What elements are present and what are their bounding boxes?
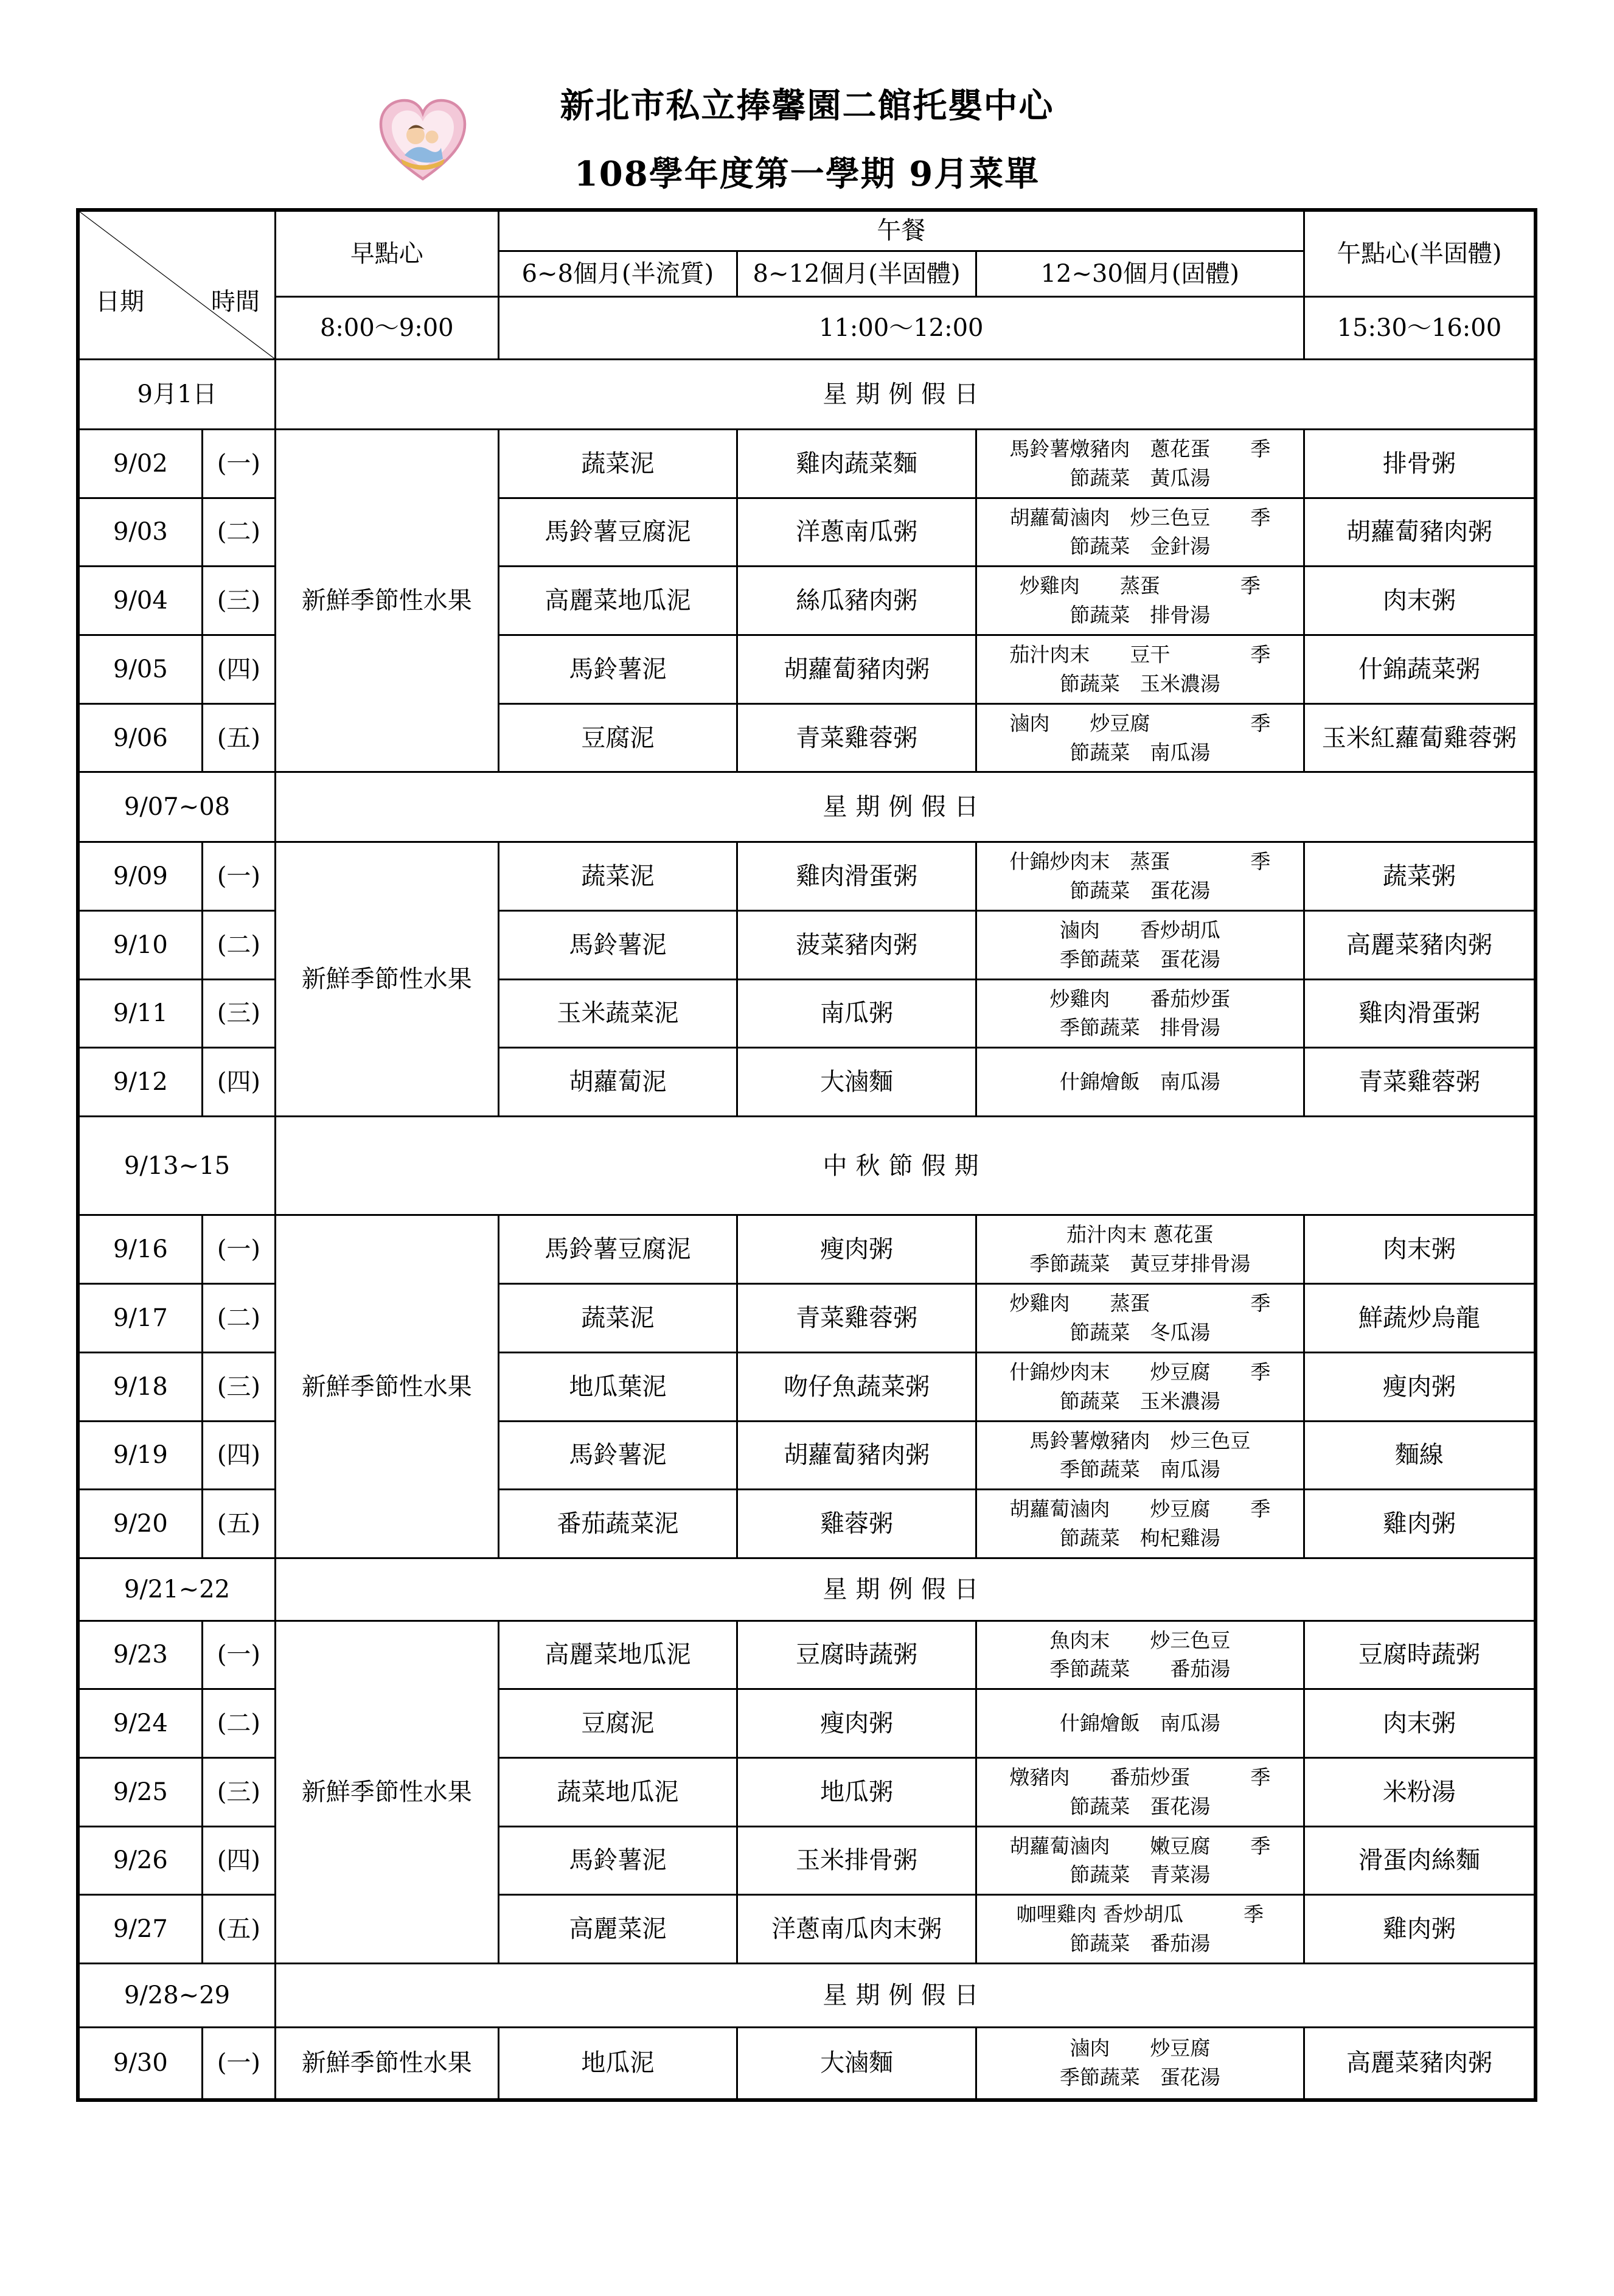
afternoon-cell: 豆腐時蔬粥: [1304, 1621, 1536, 1689]
lunch-6-8-cell: 馬鈴薯泥: [498, 1421, 737, 1490]
lunch-12-30-line-2: 節蔬菜 玉米濃湯: [1059, 1389, 1220, 1413]
day-weekday: (三): [202, 567, 275, 635]
day-date: 9/16: [78, 1215, 202, 1284]
lunch-6-8-cell: 胡蘿蔔泥: [498, 1048, 737, 1117]
lunch-12-30-line-1: 燉豬肉 番茄炒蛋 季: [1009, 1765, 1271, 1789]
day-weekday: (二): [202, 910, 275, 979]
holiday-date: 9/28~29: [78, 1964, 276, 2028]
lunch-12-30-line-2: 季節蔬菜 排骨湯: [1059, 1016, 1220, 1040]
day-date: 9/25: [78, 1757, 202, 1826]
lunch-12-30-line-2: 季節蔬菜 蛋花湯: [1059, 2065, 1220, 2090]
day-weekday: (二): [202, 1284, 275, 1353]
lunch-8-12-cell: 胡蘿蔔豬肉粥: [737, 1421, 976, 1490]
lunch-6-8-cell: 馬鈴薯泥: [498, 635, 737, 704]
afternoon-cell: 什錦蔬菜粥: [1304, 635, 1536, 704]
holiday-row: [78, 360, 1536, 430]
lunch-12-30-line-1: 滷肉 炒豆腐 季: [1009, 711, 1271, 735]
breakfast-fruit-cell: 新鮮季節性水果: [276, 842, 499, 1117]
lunch-8-12-cell: 胡蘿蔔豬肉粥: [737, 635, 976, 704]
date-time-corner-cell: [78, 210, 276, 360]
lunch-12-30-cell: [976, 567, 1304, 635]
lunch-12-30-cell: [976, 910, 1304, 979]
holiday-date: 9/07~08: [78, 772, 276, 842]
lunch-8-12-cell: 吻仔魚蔬菜粥: [737, 1352, 976, 1421]
afternoon-cell: 米粉湯: [1304, 1757, 1536, 1826]
holiday-row: [78, 1116, 1536, 1215]
day-weekday: (二): [202, 1689, 275, 1758]
lunch-12-30-line-1: 什錦炒肉末 炒豆腐 季: [1009, 1359, 1271, 1384]
lunch-12-30-line-1: 胡蘿蔔滷肉 嫩豆腐 季: [1009, 1834, 1271, 1858]
lunch-6-8-months-header: 6~8個月(半流質): [498, 251, 737, 296]
lunch-12-30-line-2: 季節蔬菜 黃豆芽排骨湯: [1029, 1252, 1251, 1276]
lunch-12-30-line-2: 節蔬菜 南瓜湯: [1070, 740, 1211, 764]
page-subtitle: 108學年度第一學期 9月菜單: [574, 154, 1040, 194]
lunch-6-8-cell: 馬鈴薯泥: [498, 1826, 737, 1895]
day-weekday: (二): [202, 498, 275, 567]
table-row: [78, 842, 1536, 911]
lunch-6-8-cell: 馬鈴薯豆腐泥: [498, 498, 737, 567]
lunch-8-12-cell: 雞肉滑蛋粥: [737, 842, 976, 911]
lunch-12-30-cell: [976, 1895, 1304, 1964]
breakfast-fruit-cell: 新鮮季節性水果: [276, 429, 499, 772]
table-row: [78, 1621, 1536, 1689]
holiday-date: 9/13~15: [78, 1116, 276, 1215]
lunch-12-30-cell: [976, 1352, 1304, 1421]
lunch-8-12-cell: 洋蔥南瓜肉末粥: [737, 1895, 976, 1964]
lunch-12-30-line-2: 季節蔬菜 南瓜湯: [1059, 1457, 1220, 1482]
day-date: 9/10: [78, 910, 202, 979]
day-weekday: (五): [202, 703, 275, 772]
lunch-8-12-cell: 青菜雞蓉粥: [737, 1284, 976, 1353]
afternoon-cell: 胡蘿蔔豬肉粥: [1304, 498, 1536, 567]
lunch-6-8-cell: 高麗菜地瓜泥: [498, 567, 737, 635]
day-date: 9/27: [78, 1895, 202, 1964]
day-weekday: (五): [202, 1895, 275, 1964]
lunch-12-30-cell: [976, 635, 1304, 704]
lunch-time: 11:00～12:00: [498, 296, 1304, 360]
lunch-12-30-line-2: 節蔬菜 番茄湯: [1070, 1931, 1211, 1956]
holiday-label: 星期例假日: [276, 360, 1536, 430]
menu-table: [76, 208, 1537, 2102]
time-column-label: 時間: [211, 288, 260, 316]
day-date: 9/09: [78, 842, 202, 911]
day-weekday: (三): [202, 1352, 275, 1421]
afternoon-cell: 玉米紅蘿蔔雞蓉粥: [1304, 703, 1536, 772]
lunch-12-30-cell: [976, 429, 1304, 498]
breakfast-time: 8:00～9:00: [276, 296, 499, 360]
lunch-8-12-cell: 玉米排骨粥: [737, 1826, 976, 1895]
lunch-6-8-cell: 地瓜泥: [498, 2027, 737, 2100]
day-date: 9/26: [78, 1826, 202, 1895]
lunch-12-30-line-2: 季節蔬菜 蛋花湯: [1059, 947, 1220, 971]
lunch-12-30-line-1: 咖哩雞肉 香炒胡瓜 季: [1016, 1902, 1264, 1927]
lunch-8-12-cell: 雞肉蔬菜麵: [737, 429, 976, 498]
lunch-12-30-cell: [976, 498, 1304, 567]
afternoon-cell: 肉末粥: [1304, 567, 1536, 635]
table-header-row: [78, 210, 1536, 251]
lunch-8-12-cell: 豆腐時蔬粥: [737, 1621, 976, 1689]
afternoon-cell: 蔬菜粥: [1304, 842, 1536, 911]
lunch-12-30-cell: [976, 1421, 1304, 1490]
lunch-12-30-line-1: 炒雞肉 番茄炒蛋: [1049, 986, 1231, 1011]
day-weekday: (一): [202, 842, 275, 911]
afternoon-cell: 鮮蔬炒烏龍: [1304, 1284, 1536, 1353]
lunch-6-8-cell: 豆腐泥: [498, 1689, 737, 1758]
lunch-12-30-cell: [976, 1048, 1304, 1117]
lunch-12-30-line-2: 節蔬菜 玉米濃湯: [1059, 671, 1220, 696]
holiday-label: 星期例假日: [276, 772, 1536, 842]
afternoon-cell: 高麗菜豬肉粥: [1304, 2027, 1536, 2100]
day-weekday: (四): [202, 1826, 275, 1895]
lunch-12-30-line-1: 茄汁肉末 蔥花蛋: [1066, 1223, 1214, 1247]
table-row: [78, 429, 1536, 498]
lunch-12-30-cell: [976, 1757, 1304, 1826]
lunch-6-8-cell: 蔬菜泥: [498, 842, 737, 911]
afternoon-cell: 雞肉粥: [1304, 1895, 1536, 1964]
table-row: [78, 1215, 1536, 1284]
lunch-12-30-line-2: 節蔬菜 枸杞雞湯: [1059, 1526, 1220, 1551]
lunch-12-30-line-1: 馬鈴薯燉豬肉 蔥花蛋 季: [1009, 436, 1271, 461]
lunch-6-8-cell: 玉米蔬菜泥: [498, 979, 737, 1048]
afternoon-cell: 青菜雞蓉粥: [1304, 1048, 1536, 1117]
afternoon-cell: 雞肉粥: [1304, 1490, 1536, 1558]
afternoon-cell: 肉末粥: [1304, 1215, 1536, 1284]
day-weekday: (五): [202, 1490, 275, 1558]
day-date: 9/03: [78, 498, 202, 567]
lunch-6-8-cell: 馬鈴薯豆腐泥: [498, 1215, 737, 1284]
lunch-12-30-line-2: 節蔬菜 蛋花湯: [1070, 1794, 1211, 1818]
breakfast-fruit-cell: 新鮮季節性水果: [276, 2027, 499, 2100]
day-date: 9/19: [78, 1421, 202, 1490]
holiday-label: 中秋節假期: [276, 1116, 1536, 1215]
day-date: 9/20: [78, 1490, 202, 1558]
lunch-6-8-cell: 高麗菜泥: [498, 1895, 737, 1964]
holiday-row: [78, 1964, 1536, 2028]
lunch-12-30-line-1: 魚肉末 炒三色豆: [1049, 1628, 1231, 1652]
lunch-6-8-cell: 蔬菜泥: [498, 429, 737, 498]
lunch-6-8-cell: 番茄蔬菜泥: [498, 1490, 737, 1558]
lunch-12-30-line-2: 季節蔬菜 番茄湯: [1049, 1657, 1231, 1681]
afternoon-cell: 雞肉滑蛋粥: [1304, 979, 1536, 1048]
holiday-label: 星期例假日: [276, 1964, 1536, 2028]
lunch-12-30-months-header: 12~30個月(固體): [976, 251, 1304, 296]
day-weekday: (三): [202, 979, 275, 1048]
lunch-12-30-line-1: 什錦燴飯 南瓜湯: [1059, 1070, 1220, 1094]
lunch-12-30-cell: [976, 1621, 1304, 1689]
holiday-date: 9/21~22: [78, 1558, 276, 1621]
day-date: 9/05: [78, 635, 202, 704]
lunch-header: 午餐: [498, 210, 1304, 251]
lunch-12-30-cell: [976, 2027, 1304, 2100]
afternoon-cell: 麵線: [1304, 1421, 1536, 1490]
breakfast-fruit-cell: 新鮮季節性水果: [276, 1621, 499, 1964]
lunch-6-8-cell: 蔬菜泥: [498, 1284, 737, 1353]
day-date: 9/18: [78, 1352, 202, 1421]
lunch-12-30-line-2: 節蔬菜 排骨湯: [1070, 603, 1211, 627]
afternoon-snack-header: 午點心(半固體): [1304, 210, 1536, 296]
lunch-12-30-line-2: 節蔬菜 黃瓜湯: [1070, 466, 1211, 490]
lunch-12-30-line-2: 節蔬菜 冬瓜湯: [1070, 1320, 1211, 1344]
day-weekday: (一): [202, 1215, 275, 1284]
lunch-6-8-cell: 地瓜葉泥: [498, 1352, 737, 1421]
day-date: 9/24: [78, 1689, 202, 1758]
afternoon-cell: 高麗菜豬肉粥: [1304, 910, 1536, 979]
page-title: 新北市私立捧馨園二館托嬰中心: [560, 86, 1054, 126]
lunch-12-30-line-2: 節蔬菜 青菜湯: [1070, 1863, 1211, 1887]
lunch-8-12-cell: 南瓜粥: [737, 979, 976, 1048]
lunch-12-30-cell: [976, 1215, 1304, 1284]
date-column-label: 日期: [96, 288, 144, 316]
day-weekday: (四): [202, 1421, 275, 1490]
lunch-12-30-cell: [976, 842, 1304, 911]
lunch-6-8-cell: 馬鈴薯泥: [498, 910, 737, 979]
lunch-12-30-line-1: 茄汁肉末 豆干 季: [1009, 643, 1271, 667]
day-date: 9/30: [78, 2027, 202, 2100]
breakfast-fruit-cell: 新鮮季節性水果: [276, 1215, 499, 1558]
lunch-12-30-cell: [976, 703, 1304, 772]
lunch-12-30-line-1: 胡蘿蔔滷肉 炒三色豆 季: [1009, 505, 1271, 529]
day-weekday: (三): [202, 1757, 275, 1826]
lunch-12-30-line-2: 節蔬菜 金針湯: [1070, 534, 1211, 559]
day-date: 9/12: [78, 1048, 202, 1117]
table-header-row: [78, 296, 1536, 360]
lunch-12-30-line-1: 馬鈴薯燉豬肉 炒三色豆: [1029, 1428, 1251, 1453]
lunch-8-12-cell: 絲瓜豬肉粥: [737, 567, 976, 635]
lunch-12-30-line-1: 炒雞肉 蒸蛋 季: [1019, 574, 1261, 598]
lunch-6-8-cell: 高麗菜地瓜泥: [498, 1621, 737, 1689]
afternoon-cell: 排骨粥: [1304, 429, 1536, 498]
afternoon-cell: 滑蛋肉絲麵: [1304, 1826, 1536, 1895]
lunch-8-12-cell: 大滷麵: [737, 2027, 976, 2100]
lunch-6-8-cell: 蔬菜地瓜泥: [498, 1757, 737, 1826]
lunch-12-30-line-1: 胡蘿蔔滷肉 炒豆腐 季: [1009, 1497, 1271, 1521]
day-date: 9/06: [78, 703, 202, 772]
afternoon-cell: 肉末粥: [1304, 1689, 1536, 1758]
lunch-12-30-line-1: 滷肉 香炒胡瓜: [1059, 918, 1220, 942]
lunch-12-30-cell: [976, 1689, 1304, 1758]
lunch-8-12-cell: 瘦肉粥: [737, 1689, 976, 1758]
lunch-8-12-cell: 瘦肉粥: [737, 1215, 976, 1284]
lunch-12-30-cell: [976, 1826, 1304, 1895]
afternoon-cell: 瘦肉粥: [1304, 1352, 1536, 1421]
lunch-12-30-cell: [976, 1490, 1304, 1558]
holiday-date: 9月1日: [78, 360, 276, 430]
lunch-12-30-line-2: 節蔬菜 蛋花湯: [1070, 879, 1211, 903]
lunch-8-12-cell: 菠菜豬肉粥: [737, 910, 976, 979]
table-row: [78, 2027, 1536, 2100]
day-date: 9/23: [78, 1621, 202, 1689]
lunch-8-12-cell: 地瓜粥: [737, 1757, 976, 1826]
page-header: [0, 79, 1614, 207]
day-weekday: (一): [202, 429, 275, 498]
holiday-row: [78, 772, 1536, 842]
day-weekday: (四): [202, 635, 275, 704]
day-weekday: (一): [202, 1621, 275, 1689]
lunch-6-8-cell: 豆腐泥: [498, 703, 737, 772]
lunch-12-30-line-1: 滷肉 炒豆腐: [1070, 2036, 1211, 2060]
day-date: 9/04: [78, 567, 202, 635]
holiday-row: [78, 1558, 1536, 1621]
day-date: 9/02: [78, 429, 202, 498]
day-weekday: (四): [202, 1048, 275, 1117]
lunch-8-12-cell: 青菜雞蓉粥: [737, 703, 976, 772]
lunch-12-30-line-1: 炒雞肉 蒸蛋 季: [1009, 1291, 1271, 1316]
lunch-12-30-cell: [976, 979, 1304, 1048]
lunch-8-12-months-header: 8~12個月(半固體): [737, 251, 976, 296]
lunch-12-30-cell: [976, 1284, 1304, 1353]
breakfast-header: 早點心: [276, 210, 499, 296]
lunch-12-30-line-1: 什錦燴飯 南瓜湯: [1059, 1711, 1220, 1736]
lunch-8-12-cell: 洋蔥南瓜粥: [737, 498, 976, 567]
day-date: 9/17: [78, 1284, 202, 1353]
lunch-12-30-line-1: 什錦炒肉末 蒸蛋 季: [1009, 850, 1271, 874]
lunch-8-12-cell: 大滷麵: [737, 1048, 976, 1117]
day-date: 9/11: [78, 979, 202, 1048]
afternoon-time: 15:30～16:00: [1304, 296, 1536, 360]
day-weekday: (一): [202, 2027, 275, 2100]
lunch-8-12-cell: 雞蓉粥: [737, 1490, 976, 1558]
holiday-label: 星期例假日: [276, 1558, 1536, 1621]
